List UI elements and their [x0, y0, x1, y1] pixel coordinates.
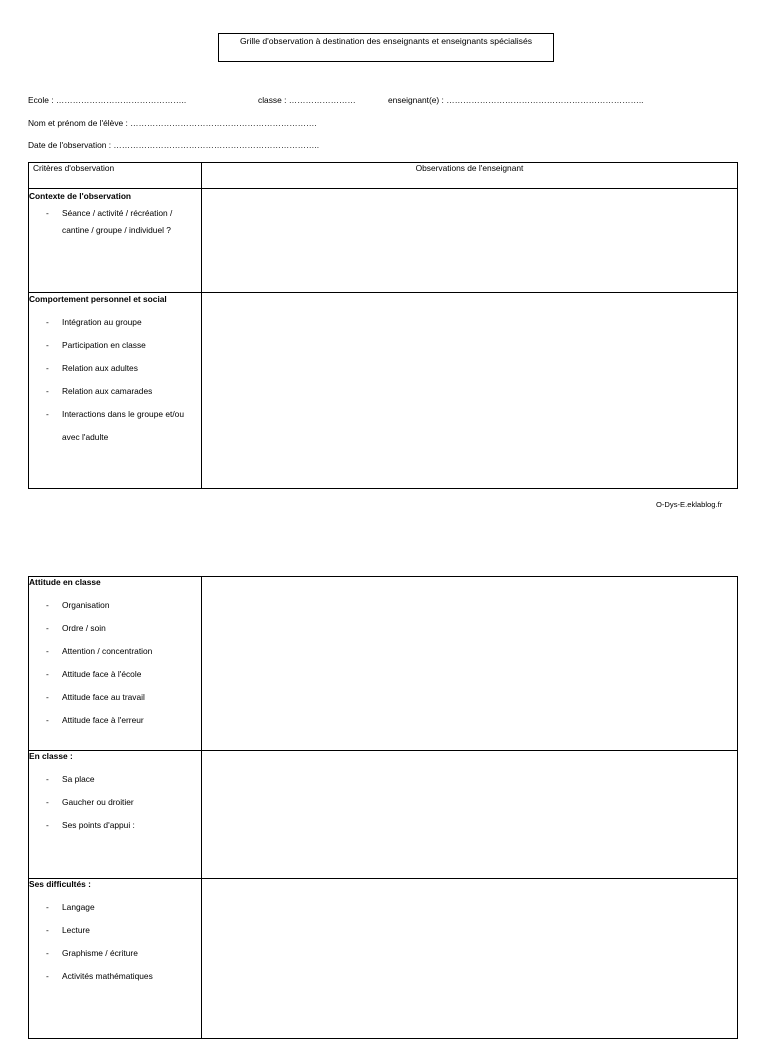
list-item: - Relation aux adultes	[29, 357, 201, 380]
criteria-list	[29, 594, 201, 732]
field-enseignant[interactable]: enseignant(e) : ……………………………………………………………..	[388, 95, 644, 105]
list-item: - Ordre / soin	[29, 617, 201, 640]
list-item: - Lecture	[29, 919, 201, 942]
list-item: - Interactions dans le groupe et/ou avec l'adulte	[29, 403, 201, 449]
list-item: - Ses points d'appui :	[29, 814, 201, 837]
table-header-row	[29, 163, 738, 189]
criteria-list	[29, 311, 201, 449]
section-title: Comportement personnel et social	[29, 294, 167, 304]
section-title: Ses difficultés :	[29, 879, 91, 889]
list-item: - Participation en classe	[29, 334, 201, 357]
criteria-list	[29, 896, 201, 988]
list-item: - Attention / concentration	[29, 640, 201, 663]
table-row	[29, 293, 738, 489]
observation-cell[interactable]	[202, 879, 738, 1039]
list-item: - Gaucher ou droitier	[29, 791, 201, 814]
table-row	[29, 879, 738, 1039]
table-row	[29, 751, 738, 879]
criteria-cell	[29, 189, 202, 293]
list-item: - Attitude face au travail	[29, 686, 201, 709]
header-criteria: Critères d'observation	[29, 163, 202, 189]
observation-cell[interactable]	[202, 189, 738, 293]
observation-cell[interactable]	[202, 577, 738, 751]
field-nom-eleve[interactable]: Nom et prénom de l'élève : ………………………………………………………….	[28, 118, 317, 128]
section-title: En classe :	[29, 751, 73, 761]
criteria-list	[29, 768, 201, 837]
list-item: - Langage	[29, 896, 201, 919]
footer-source: O-Dys-E.eklablog.fr	[656, 500, 723, 509]
criteria-cell	[29, 879, 202, 1039]
table-row	[29, 577, 738, 751]
document-title: Grille d'observation à destination des enseignants et enseignants spécialisés	[218, 33, 554, 62]
list-item: - Attitude face à l'erreur	[29, 709, 201, 732]
observation-table-2	[28, 576, 738, 1039]
table-row	[29, 189, 738, 293]
field-classe[interactable]: classe : ……………………	[258, 95, 356, 105]
section-title: Contexte de l'observation	[29, 191, 132, 201]
section-title: Attitude en classe	[29, 577, 101, 587]
header-observations: Observations de l'enseignant	[202, 163, 738, 189]
list-item: - Organisation	[29, 594, 201, 617]
observation-cell[interactable]	[202, 751, 738, 879]
list-item: - Intégration au groupe	[29, 311, 201, 334]
criteria-cell	[29, 293, 202, 489]
field-date-observation[interactable]: Date de l'observation : ………………………………………………………………..	[28, 140, 320, 150]
observation-cell[interactable]	[202, 293, 738, 489]
field-ecole[interactable]: Ecole : ………………………………………..	[28, 95, 187, 105]
criteria-cell	[29, 751, 202, 879]
criteria-cell	[29, 577, 202, 751]
criteria-list	[29, 205, 201, 239]
list-item: - Séance / activité / récréation / cantine / groupe / individuel ?	[29, 205, 201, 239]
list-item: - Attitude face à l'école	[29, 663, 201, 686]
observation-table-1	[28, 162, 738, 489]
list-item: - Activités mathématiques	[29, 965, 201, 988]
list-item: - Relation aux camarades	[29, 380, 201, 403]
list-item: - Sa place	[29, 768, 201, 791]
list-item: - Graphisme / écriture	[29, 942, 201, 965]
